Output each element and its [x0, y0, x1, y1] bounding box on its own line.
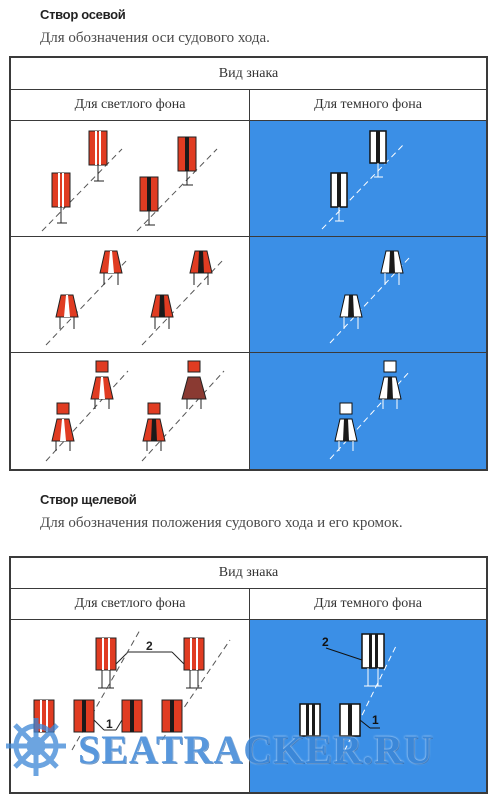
section1-description: Для обозначения оси судового хода.	[40, 30, 270, 46]
light-trapezoid-signs	[11, 237, 250, 352]
axial-alignment-table	[9, 56, 488, 471]
column-dark-bg: Для темного фона	[314, 596, 422, 611]
light-trapezoid-square-signs	[11, 353, 250, 469]
section2-heading: Створ щелевой	[40, 492, 137, 507]
light-rect-signs	[11, 121, 250, 236]
dark-rect-signs	[250, 121, 486, 236]
label-1-dark: 1	[372, 713, 379, 727]
column-dark-bg: Для темного фона	[314, 97, 422, 112]
dark-trapezoid-square-signs	[250, 353, 486, 469]
column-light-bg: Для светлого фона	[11, 90, 250, 120]
watermark-text: SEATRACKER.RU	[78, 727, 434, 772]
label-2: 2	[145, 639, 153, 653]
section2-description: Для обозначения положения судового хода и его кромок.	[40, 515, 403, 531]
section1-heading: Створ осевой	[40, 7, 126, 22]
column-light-bg: Для светлого фона	[11, 589, 250, 619]
label-1: 1	[105, 717, 113, 731]
dark-trapezoid-signs	[250, 237, 486, 352]
table-header: Вид знака	[218, 565, 279, 580]
table-header: Вид знака	[218, 65, 279, 81]
label-2-dark: 2	[322, 635, 329, 649]
